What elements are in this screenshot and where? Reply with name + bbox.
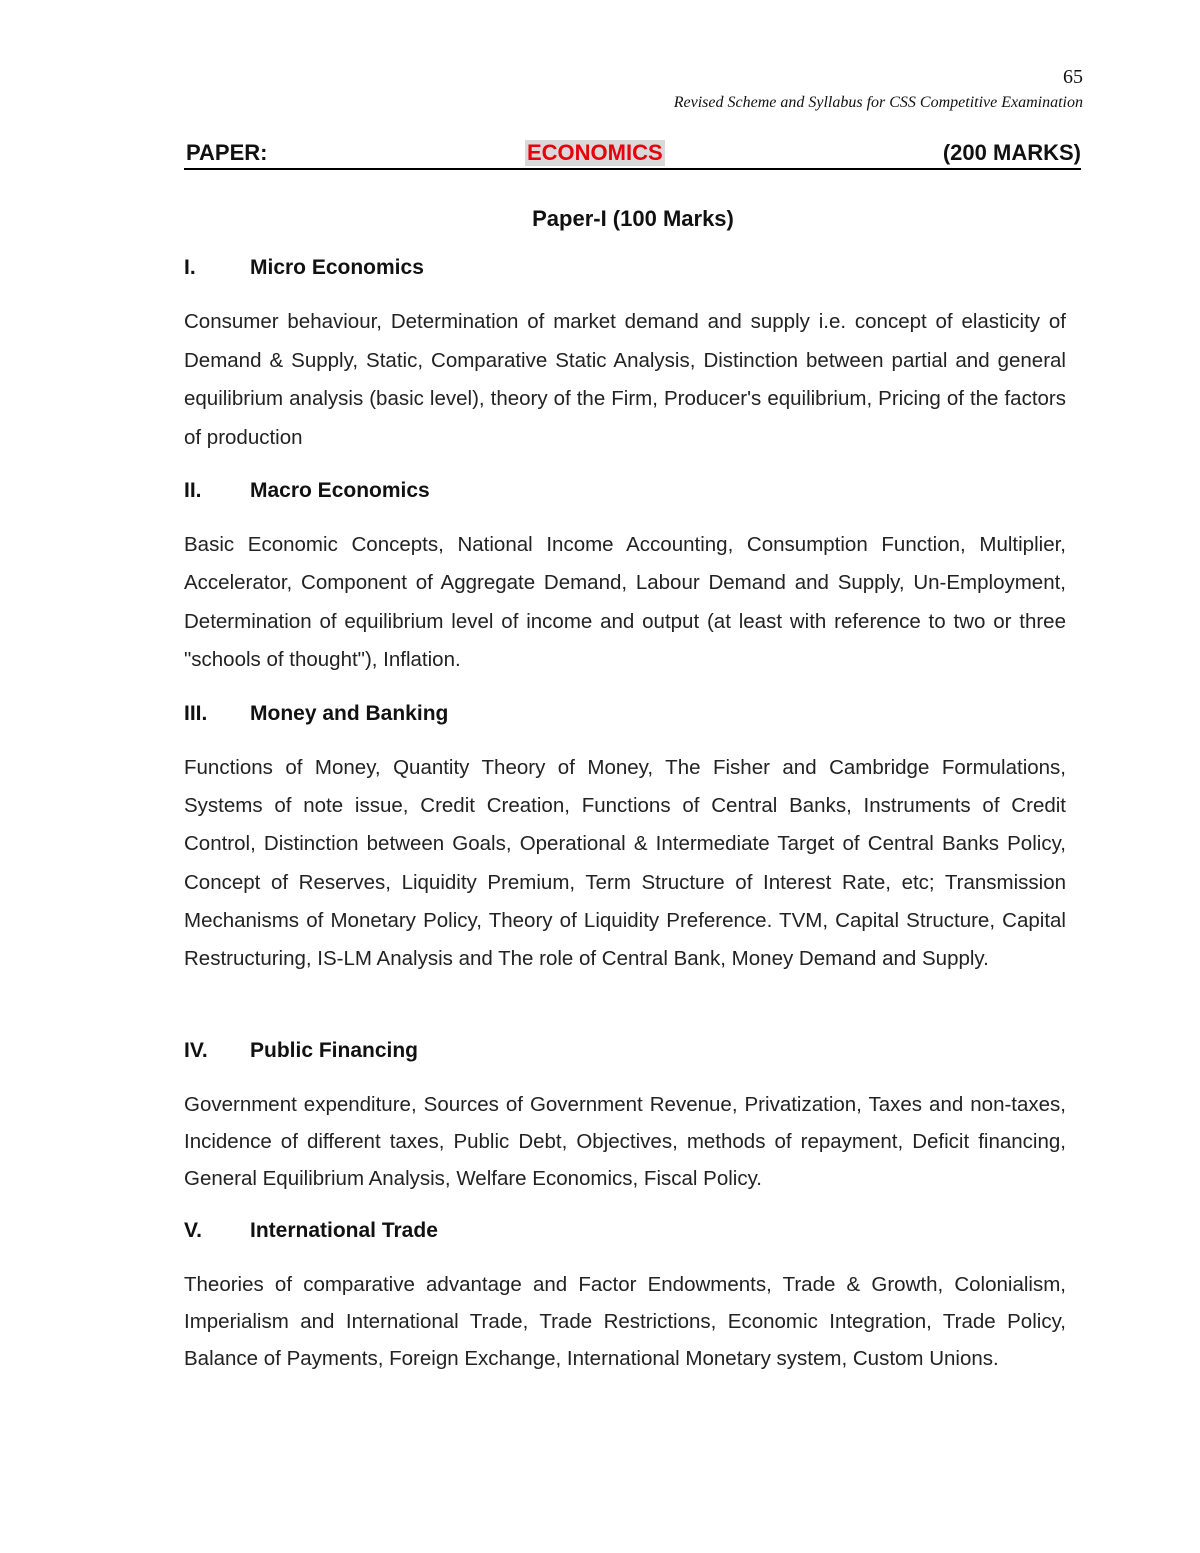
section-body: Government expenditure, Sources of Government Revenue, Privatization, Taxes and non-taxes, Incidence of different taxes, Public Debt, Objectives, methods of repayment, Deficit financing, General Equilibrium Analysis, Welfare Economics, Fiscal Policy.	[184, 1093, 1066, 1190]
section-title: Public Financing	[250, 1039, 419, 1062]
section-heading	[184, 256, 424, 280]
section-title: Micro Economics	[250, 256, 424, 279]
page-number: 65	[1063, 66, 1083, 88]
section-body: Functions of Money, Quantity Theory of Money, The Fisher and Cambridge Formulations, Systems of note issue, Credit Creation, Functions of Central Banks, Instruments of Credit Control, Distinction between Goals, Operational & Intermediate Target of Central Banks Policy, Concept of Reserves, Liquidity Premium, Term Structure of Interest Rate, etc; Transmission Mechanisms of Monetary Policy, Theory of Liquidity Preference. TVM, Capital Structure, Capital Restructuring, IS-LM Analysis and The role of Central Bank, Money Demand and Supply.	[184, 756, 1066, 971]
section-title: International Trade	[250, 1219, 438, 1242]
section-number: V.	[184, 1219, 202, 1242]
section-number: II.	[184, 479, 202, 502]
section-number: III.	[184, 702, 208, 725]
section-heading	[184, 479, 430, 503]
section-body: Theories of comparative advantage and Factor Endowments, Trade & Growth, Colonialism, Imperialism and International Trade, Trade Restrictions, Economic Integration, Trade Policy, Balance of Payments, Foreign Exchange, International Monetary system, Custom Unions.	[184, 1273, 1066, 1370]
paper-label: PAPER:	[186, 140, 268, 165]
section-heading	[184, 702, 448, 726]
paper-header-line	[184, 140, 1081, 170]
paper-subject: ECONOMICS	[527, 140, 663, 165]
running-header: Revised Scheme and Syllabus for CSS Competitive Examination	[673, 94, 1083, 111]
section-body: Consumer behaviour, Determination of market demand and supply i.e. concept of elasticity of Demand & Supply, Static, Comparative Static Analysis, Distinction between partial and general equilibrium analysis (basic level), theory of the Firm, Producer's equilibrium, Pricing of the factors of production	[184, 310, 1066, 449]
paper-marks: (200 MARKS)	[942, 140, 1081, 165]
section-title: Macro Economics	[250, 479, 430, 502]
section-heading	[184, 1219, 438, 1243]
section-heading	[184, 1039, 418, 1063]
section-title: Money and Banking	[250, 702, 449, 725]
section-number: I.	[184, 256, 196, 279]
paper-title: Paper-I (100 Marks)	[532, 206, 734, 231]
section-number: IV.	[184, 1039, 208, 1062]
section-body: Basic Economic Concepts, National Income Accounting, Consumption Function, Multiplier, Accelerator, Component of Aggregate Demand, Labour Demand and Supply, Un-Employment, Determination of equilibrium level of income and output (at least with reference to two or three "schools of thought"), Inflation.	[184, 533, 1066, 671]
